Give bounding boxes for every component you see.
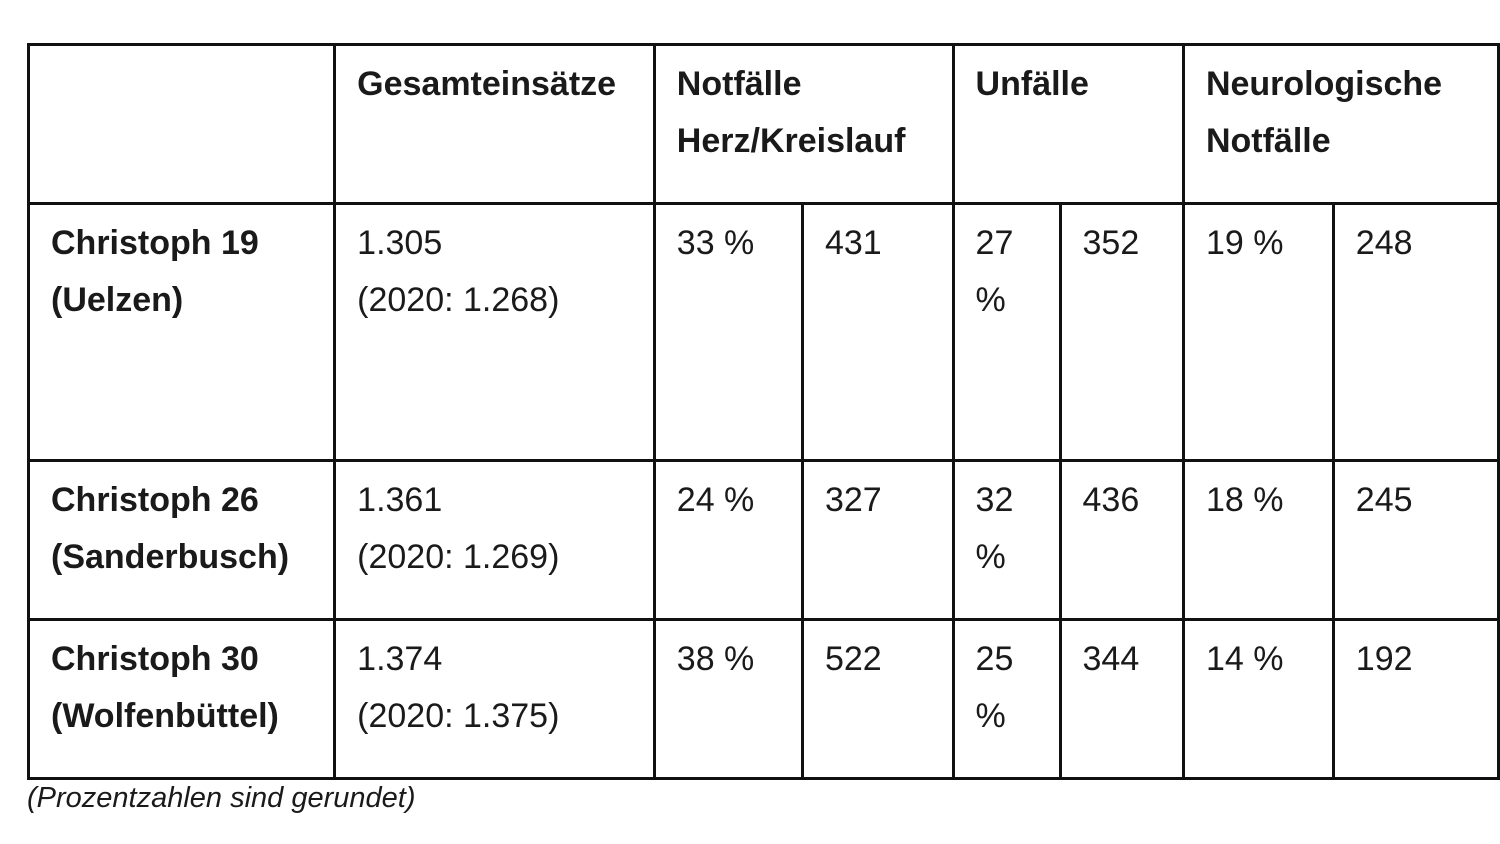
station-location: (Wolfenbüttel) xyxy=(51,697,279,735)
header-cardio-line1: Notfälle xyxy=(676,65,802,103)
station-cell xyxy=(29,461,335,620)
header-neuro-line2: Notfälle xyxy=(1205,122,1331,160)
neuro-percent: 19 % xyxy=(1205,224,1284,262)
station-name: Christoph 30 xyxy=(51,640,259,678)
cardio-percent-cell xyxy=(654,461,802,620)
statistics-table xyxy=(27,43,1500,780)
neuro-count: 248 xyxy=(1355,224,1413,262)
station-name: Christoph 26 xyxy=(51,481,259,519)
total-cell xyxy=(335,204,655,461)
accident-percent-number: 27 xyxy=(975,224,1014,262)
accident-percent-sign: % xyxy=(975,697,1006,735)
cardio-percent: 38 % xyxy=(676,640,755,678)
accident-percent-number: 25 xyxy=(975,640,1014,678)
header-accidents xyxy=(953,45,1183,204)
total-cell xyxy=(335,461,655,620)
neuro-percent-cell xyxy=(1183,620,1333,779)
neuro-count: 245 xyxy=(1355,481,1413,519)
neuro-count-cell xyxy=(1333,620,1498,779)
neuro-count-cell xyxy=(1333,204,1498,461)
neuro-percent-cell xyxy=(1183,461,1333,620)
station-cell xyxy=(29,204,335,461)
header-station xyxy=(29,45,335,204)
header-neuro xyxy=(1183,45,1498,204)
header-neuro-line1: Neurologische xyxy=(1205,65,1443,103)
neuro-percent: 18 % xyxy=(1205,481,1284,519)
accident-percent-sign: % xyxy=(975,538,1006,576)
total-previous-year: (2020: 1.375) xyxy=(357,697,560,735)
total-previous-year: (2020: 1.268) xyxy=(357,281,560,319)
header-accidents-label: Unfälle xyxy=(975,65,1089,103)
footnote: (Prozentzahlen sind gerundet) xyxy=(27,782,416,814)
table-row xyxy=(29,620,1499,779)
cardio-count-cell xyxy=(802,620,953,779)
neuro-percent: 14 % xyxy=(1205,640,1284,678)
cardio-count: 522 xyxy=(824,640,882,678)
accident-count-cell xyxy=(1060,461,1183,620)
total-previous-year: (2020: 1.269) xyxy=(357,538,560,576)
cardio-percent: 33 % xyxy=(676,224,755,262)
accident-percent-number: 32 xyxy=(975,481,1014,519)
accident-percent-cell xyxy=(953,461,1060,620)
header-total-label: Gesamteinsätze xyxy=(357,65,617,103)
neuro-count: 192 xyxy=(1355,640,1413,678)
cardio-count-cell xyxy=(802,461,953,620)
table-row xyxy=(29,461,1499,620)
header-cardio-line2: Herz/Kreislauf xyxy=(676,122,906,160)
accident-count: 352 xyxy=(1082,224,1140,262)
accident-percent-cell xyxy=(953,204,1060,461)
header-total xyxy=(335,45,655,204)
neuro-count-cell xyxy=(1333,461,1498,620)
cardio-count: 431 xyxy=(824,224,882,262)
station-location: (Sanderbusch) xyxy=(51,538,290,576)
station-cell xyxy=(29,620,335,779)
accident-count: 436 xyxy=(1082,481,1140,519)
cardio-percent-cell xyxy=(654,204,802,461)
total-cell xyxy=(335,620,655,779)
station-name: Christoph 19 xyxy=(51,224,259,262)
accident-percent-cell xyxy=(953,620,1060,779)
table-row xyxy=(29,204,1499,461)
cardio-count: 327 xyxy=(824,481,882,519)
neuro-percent-cell xyxy=(1183,204,1333,461)
accident-count-cell xyxy=(1060,620,1183,779)
total-value: 1.305 xyxy=(357,224,443,262)
cardio-percent-cell xyxy=(654,620,802,779)
total-value: 1.361 xyxy=(357,481,443,519)
accident-count-cell xyxy=(1060,204,1183,461)
cardio-percent: 24 % xyxy=(676,481,755,519)
accident-count: 344 xyxy=(1082,640,1140,678)
accident-percent-sign: % xyxy=(975,281,1006,319)
cardio-count-cell xyxy=(802,204,953,461)
total-value: 1.374 xyxy=(357,640,443,678)
header-cardio xyxy=(654,45,953,204)
header-row xyxy=(29,45,1499,204)
station-location: (Uelzen) xyxy=(51,281,184,319)
